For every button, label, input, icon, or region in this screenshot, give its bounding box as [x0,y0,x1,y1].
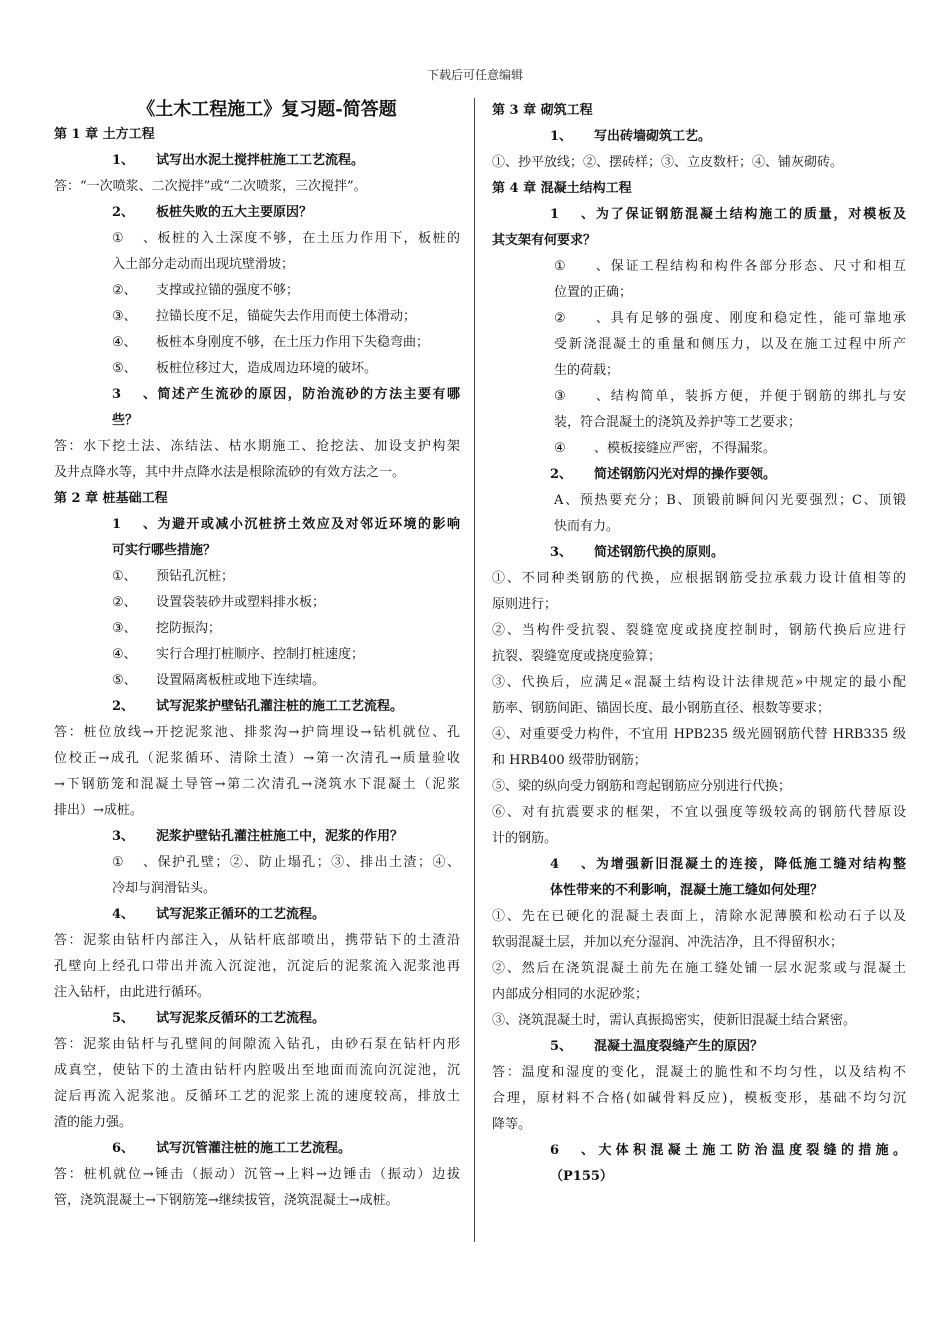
chapter-heading: 第 2 章 桩基础工程 [54,491,168,506]
item-marker: ①、 [112,231,156,246]
question [54,902,460,928]
item-marker: ③ [554,389,566,404]
question-continuation: 些？ [112,413,139,428]
question-continuation: 其支架有何要求？ [492,233,597,248]
answer-line: ①、先在已硬化的混凝土表面上，清除水泥薄膜和松动石子以及 [492,909,906,924]
item-marker: ②、 [112,595,137,610]
item-marker: ①、 [112,855,156,870]
question-text: 简述产生流砂的原因，防治流砂的方法主要有哪 [156,387,460,402]
question [54,148,460,174]
answer-line: 答：桩位放线→开挖泥浆池、排浆沟→护筒埋设→钻机就位、孔 [54,725,460,740]
question [54,1136,460,1162]
question-number: 1、 [112,517,156,532]
answer-item [492,306,906,332]
question [54,512,460,538]
item-text: 拉锚长度不足，锚碇失去作用而使土体滑动； [156,309,417,324]
answer-line: 合理，原材料不合格(如碱骨料反应)，模板变形，基础不均匀沉 [492,1091,906,1106]
question-text: 试写泥浆正循环的工艺流程。 [156,907,326,922]
question-text: 混凝土温度裂缝产生的原因？ [594,1039,764,1054]
chapter-heading: 第 4 章 混凝土结构工程 [492,181,632,196]
answer-text: ①、抄平放线；②、摆砖样；③、立皮数杆；④、铺灰砌砖。 [492,155,844,170]
item-text: 设置隔离板桩或地下连续墙。 [156,673,326,688]
answer-line: 原则进行； [492,597,558,612]
answer-line: 和 HRB400 级带肋钢筋； [492,753,647,768]
question-text: 试写出水泥土搅拌桩施工工艺流程。 [156,153,365,168]
question-number: 3、 [550,545,573,560]
answer-line: ③、浇筑混凝土时，需认真振捣密实，使新旧混凝土结合紧密。 [492,1013,857,1028]
item-marker: ④、 [112,335,137,350]
question [492,202,906,228]
question-continuation: 体性带来的不利影响，混凝土施工缝如何处理？ [550,883,824,898]
question-text: 试写泥浆护壁钻孔灌注桩的施工工艺流程。 [156,699,404,714]
answer-line: ④、对重要受力构件，不宜用 HPB235 级光圆钢筋代替 HRB335 级 [492,727,906,742]
answer-item-continuation: 冷却与润滑钻头。 [112,881,217,896]
answer-line: 成真空，使钻下的土渣由钻杆内腔吸出至地面而流向沉淀池，沉 [54,1063,460,1078]
question-number: 2、 [112,699,135,714]
answer-line: 管，浇筑混凝土→下钢筋笼→继续拔管，浇筑混凝土→成桩。 [54,1193,399,1208]
question-number: 1、 [550,129,573,144]
item-marker: ② [554,311,566,326]
question [54,200,460,226]
answer-item [492,436,906,462]
answer-text: 答：“一次喷浆、二次搅拌”或“二次喷浆，三次搅拌”。 [54,179,367,194]
answer-line: ①、不同种类钢筋的代换，应根据钢筋受拉承载力设计值相等的 [492,571,906,586]
answer-item [54,564,460,590]
question-text: 为避开或减小沉桩挤土效应及对邻近环境的影响 [156,517,460,532]
question-number: 6、 [112,1141,135,1156]
question-number: 3、 [112,387,156,402]
page-header: 下载后可任意编辑 [426,68,523,82]
question-number: 1、 [550,207,594,222]
item-text: 、结构简单，装拆方便，并便于钢筋的绑扎与安 [594,389,906,404]
item-text: 挖防振沟； [156,621,222,636]
question [492,540,906,566]
answer-line: 答：泥浆由钻杆内部注入，从钻杆底部喷出，携带钻下的土渣沿 [54,933,460,948]
answer-line: 计的钢筋。 [492,831,558,846]
answer-item [54,330,460,356]
right-column [492,98,906,1190]
answer-line: 答：泥浆由钻杆与孔壁间的间隙流入钻孔，由砂石泵在钻杆内形 [54,1037,460,1052]
answer-line: ⑥、对有抗震要求的框架，不宜以强度等级较高的钢筋代替原设 [492,805,906,820]
answer-line: ③、代换后，应满足«混凝土结构设计法律规范»中规定的最小配 [492,675,906,690]
answer-item-continuation: 入土部分走动而出现坑壁滑坡； [112,257,295,272]
answer-line: 排出）→成桩。 [54,803,143,818]
answer-item [54,590,460,616]
answer-item [54,616,460,642]
item-marker: ③、 [112,621,137,636]
question [492,1034,906,1060]
answer-line: 位校正→成孔（泥浆循环、清除土渣）→第一次清孔→质量验收 [54,751,460,766]
answer-line: →下钢筋笼和混凝土导管→第二次清孔→浇筑水下混凝土（泥浆 [54,777,460,792]
question-number: 3、 [112,829,135,844]
item-text: 板桩位移过大，造成周边环境的破坏。 [156,361,378,376]
question [54,824,460,850]
answer-line: 快而有力。 [554,519,620,534]
question [54,694,460,720]
question [54,1006,460,1032]
question [492,124,906,150]
question-number: 2、 [112,205,135,220]
answer-item-continuation: 装，符合混凝土的浇筑及养护等工艺要求； [554,415,802,430]
item-marker: ②、 [112,283,137,298]
item-text: 设置袋装砂井或塑料排水板； [156,595,326,610]
item-marker: ⑤、 [112,673,137,688]
question-text: 试写泥浆反循环的工艺流程。 [156,1011,326,1026]
question-continuation: （P155） [550,1169,613,1184]
item-text: 保护孔壁；②、防止塌孔；③、排出土渣；④、 [156,855,460,870]
answer-line: 抗裂、裂缝宽度或挠度验算； [492,649,662,664]
answer-item [54,226,460,252]
answer-item-continuation: 受新浇混凝土的重量和侧压力，以及在施工过程中所产 [554,337,906,352]
answer-line: 孔壁向上经孔口带出并流入沉淀池，沉淀后的泥浆流入泥浆池再 [54,959,460,974]
question-text: 为了保证钢筋混凝土结构施工的质量，对模板及 [594,207,906,222]
question-continuation: 可实行哪些措施？ [112,543,217,558]
question-text: 写出砖墙砌筑工艺。 [594,129,712,144]
item-marker: ⑤、 [112,361,137,376]
document-title: 《土木工程施工》复习题-简答题 [137,99,397,120]
answer-line: 答：温度和湿度的变化，混凝土的脆性和不均匀性，以及结构不 [492,1065,906,1080]
item-marker: ④、 [112,647,137,662]
answer-item [54,304,460,330]
question [54,382,460,408]
answer-item-continuation: 生的荷载； [554,363,620,378]
answer-line: 注入钻杆，由此进行循环。 [54,985,211,1000]
question-text: 为增强新旧混凝土的连接，降低施工缝对结构整 [594,857,906,872]
item-marker: ①、 [112,569,137,584]
question-number: 5、 [112,1011,135,1026]
item-text: 、具有足够的强度、刚度和稳定性，能可靠地承 [594,311,906,326]
question-number: 5、 [550,1039,573,1054]
answer-item-continuation: 位置的正确； [554,285,633,300]
item-text: 预钻孔沉桩； [156,569,235,584]
answer-item [54,642,460,668]
chapter-heading: 第 3 章 砌筑工程 [492,103,593,118]
answer-line: 内部成分相同的水泥砂浆； [492,987,649,1002]
question [492,852,906,878]
question [492,1138,906,1164]
question-number: 1、 [112,153,135,168]
answer-text: 答：水下挖土法、冻结法、枯水期施工、抢挖法、加设支护构架 [54,439,460,454]
question-number: 4、 [112,907,135,922]
left-column [54,98,460,1214]
question-text: 简述钢筋代换的原则。 [594,545,725,560]
question [492,462,906,488]
answer-line: 软弱混凝土层，并加以充分湿润、冲洗洁净，且不得留积水； [492,935,844,950]
item-text: 、保证工程结构和构件各部分形态、尺寸和相互 [594,259,906,274]
item-text: 板桩本身刚度不够，在土压力作用下失稳弯曲； [156,335,430,350]
question-text: 简述钢筋闪光对焊的操作要领。 [594,467,777,482]
item-marker: ③、 [112,309,137,324]
chapter-heading: 第 1 章 土方工程 [54,127,155,142]
item-text: 实行合理打桩顺序、控制打桩速度； [156,647,365,662]
answer-line: 渣的能力强。 [54,1115,133,1130]
item-marker: ① [554,259,566,274]
question-number: 6、 [550,1143,594,1158]
item-marker: ④ [554,441,566,456]
question-text: 泥浆护壁钻孔灌注桩施工中，泥浆的作用？ [156,829,404,844]
answer-item [492,254,906,280]
answer-item [492,384,906,410]
item-text: 、模板接缝应严密，不得漏浆。 [594,441,777,456]
answer-item [54,278,460,304]
answer-line: ②、然后在浇筑混凝土前先在施工缝处铺一层水泥浆或与混凝土 [492,961,906,976]
answer-item [54,356,460,382]
answer-line: 筋率、钢筋间距、锚固长度、最小钢筋直径、根数等要求； [492,701,831,716]
answer-line: ②、当构件受抗裂、裂缝宽度或挠度控制时，钢筋代换后应进行 [492,623,906,638]
item-text: 支撑或拉锚的强度不够； [156,283,300,298]
question-text: 试写沉管灌注桩的施工工艺流程。 [156,1141,352,1156]
answer-line: ⑤、梁的纵向受力钢筋和弯起钢筋应分别进行代换； [492,779,792,794]
question-text: 板桩失败的五大主要原因？ [156,205,313,220]
answer-line: 答：桩机就位→锤击（振动）沉管→上料→边锤击（振动）边拔 [54,1167,460,1182]
answer-line: A、预热要充分；B、顶锻前瞬间闪光要强烈；C、顶锻 [554,493,906,508]
answer-text: 及井点降水等，其中井点降水法是根除流砂的有效方法之一。 [54,465,406,480]
question-number: 4、 [550,857,594,872]
answer-line: 淀后再流入泥浆池。反循环工艺的泥浆上流的速度较高，排放土 [54,1089,460,1104]
answer-item [54,668,460,694]
question-text: 大体积混凝土施工防治温度裂缝的措施。 [594,1143,906,1158]
question-number: 2、 [550,467,573,482]
answer-line: 降等。 [492,1117,532,1132]
item-text: 板桩的入土深度不够，在土压力作用下，板桩的 [156,231,460,246]
answer-item [54,850,460,876]
column-divider [474,98,475,1242]
